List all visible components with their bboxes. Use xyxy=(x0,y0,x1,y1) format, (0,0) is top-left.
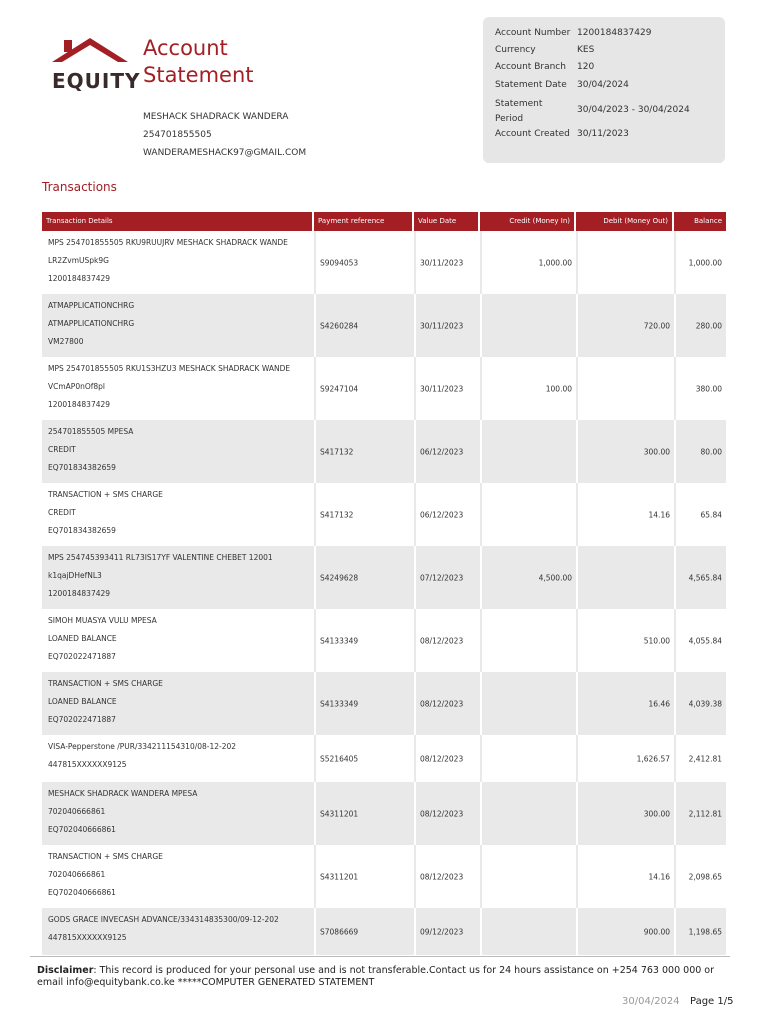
debit-cell xyxy=(576,845,674,908)
payment-reference-value: S9247104 xyxy=(320,384,359,393)
holder-name: MESHACK SHADRACK WANDERA xyxy=(143,112,289,122)
credit-cell xyxy=(480,908,576,955)
balance-value: 280.00 xyxy=(695,321,722,330)
debit-cell xyxy=(576,294,674,357)
transaction-details-cell xyxy=(42,546,314,609)
statement-period-label xyxy=(495,97,575,127)
statement-period-label-2: Period xyxy=(495,114,524,124)
value-date-value: 09/12/2023 xyxy=(420,927,464,936)
account-number-label: Account Number xyxy=(495,28,571,38)
transaction-detail-line: EQ702040666861 xyxy=(48,888,116,897)
debit-value: 16.46 xyxy=(648,699,670,708)
balance-cell xyxy=(674,735,726,782)
currency-label: Currency xyxy=(495,45,536,55)
house-roof-icon xyxy=(50,36,132,70)
payment-reference-cell xyxy=(314,420,414,483)
credit-cell xyxy=(480,735,576,782)
balance-cell xyxy=(674,420,726,483)
col-header-balance: Balance xyxy=(694,217,722,225)
col-header-ref: Payment reference xyxy=(314,212,414,231)
payment-reference-value: S4311201 xyxy=(320,872,359,881)
transaction-detail-line: k1qajDHefNL3 xyxy=(48,571,102,580)
col-header-details: Transaction Details xyxy=(42,212,314,231)
debit-cell xyxy=(576,672,674,735)
debit-value: 510.00 xyxy=(643,636,670,645)
payment-reference-value: S5216405 xyxy=(320,754,359,763)
debit-cell xyxy=(576,483,674,546)
balance-cell xyxy=(674,483,726,546)
table-row xyxy=(42,735,726,782)
debit-cell xyxy=(576,357,674,420)
equity-logo xyxy=(50,36,141,93)
transaction-detail-line: EQ701834382659 xyxy=(48,526,116,535)
debit-value: 300.00 xyxy=(643,447,670,456)
balance-value: 2,412.81 xyxy=(688,754,722,763)
credit-cell xyxy=(480,357,576,420)
payment-reference-cell xyxy=(314,735,414,782)
payment-reference-value: S417132 xyxy=(320,510,354,519)
table-row xyxy=(42,845,726,908)
debit-value: 300.00 xyxy=(643,809,670,818)
transaction-detail-line: 1200184837429 xyxy=(48,274,111,283)
col-header-credit: Credit (Money In) xyxy=(480,212,576,231)
balance-value: 4,055.84 xyxy=(688,636,722,645)
credit-cell xyxy=(480,845,576,908)
title-line-1: Account xyxy=(143,36,228,60)
balance-cell xyxy=(674,672,726,735)
transaction-details-cell xyxy=(42,294,314,357)
transaction-details-cell xyxy=(42,609,314,672)
balance-cell xyxy=(674,782,726,845)
value-date-value: 08/12/2023 xyxy=(420,636,464,645)
balance-cell xyxy=(674,357,726,420)
table-row xyxy=(42,231,726,294)
transaction-detail-line: LR2ZvmUSpk9G xyxy=(48,256,109,265)
transaction-details-cell xyxy=(42,735,314,782)
statement-title xyxy=(143,35,254,89)
debit-cell xyxy=(576,546,674,609)
transactions-heading: Transactions xyxy=(42,180,117,194)
value-date-value: 08/12/2023 xyxy=(420,872,464,881)
transaction-detail-line: VM27800 xyxy=(48,337,84,346)
balance-value: 2,098.65 xyxy=(688,872,722,881)
balance-cell xyxy=(674,609,726,672)
payment-reference-cell xyxy=(314,231,414,294)
transaction-detail-line: EQ702022471887 xyxy=(48,715,116,724)
balance-value: 2,112.81 xyxy=(688,809,722,818)
debit-value: 14.16 xyxy=(648,872,670,881)
credit-value: 100.00 xyxy=(545,384,572,393)
payment-reference-value: S7086669 xyxy=(320,927,359,936)
value-date-cell xyxy=(414,609,480,672)
account-created-value: 30/11/2023 xyxy=(577,129,629,139)
transaction-detail-line: 447815XXXXXX9125 xyxy=(48,933,127,942)
payment-reference-value: S4133349 xyxy=(320,699,359,708)
transaction-detail-line: LOANED BALANCE xyxy=(48,634,117,643)
payment-reference-value: S4133349 xyxy=(320,636,359,645)
payment-reference-value: S417132 xyxy=(320,447,354,456)
value-date-value: 08/12/2023 xyxy=(420,809,464,818)
table-row xyxy=(42,546,726,609)
debit-value: 720.00 xyxy=(643,321,670,330)
footer-page-number: Page 1/5 xyxy=(690,996,734,1007)
transaction-detail-line: LOANED BALANCE xyxy=(48,697,117,706)
payment-reference-value: S4260284 xyxy=(320,321,359,330)
payment-reference-cell xyxy=(314,546,414,609)
credit-cell xyxy=(480,231,576,294)
footer-date: 30/04/2024 xyxy=(622,996,680,1007)
account-created-label: Account Created xyxy=(495,129,570,139)
balance-value: 80.00 xyxy=(700,447,722,456)
credit-cell xyxy=(480,782,576,845)
debit-cell xyxy=(576,782,674,845)
value-date-cell xyxy=(414,546,480,609)
debit-value: 14.16 xyxy=(648,510,670,519)
payment-reference-cell xyxy=(314,294,414,357)
transaction-detail-line: 1200184837429 xyxy=(48,400,111,409)
transaction-detail-line: 702040666861 xyxy=(48,807,106,816)
transaction-detail-line: 447815XXXXXX9125 xyxy=(48,760,127,769)
payment-reference-cell xyxy=(314,908,414,955)
credit-cell xyxy=(480,609,576,672)
transaction-detail-line: TRANSACTION + SMS CHARGE xyxy=(48,852,163,861)
transaction-details-cell xyxy=(42,357,314,420)
balance-cell xyxy=(674,845,726,908)
table-row xyxy=(42,609,726,672)
value-date-cell xyxy=(414,420,480,483)
value-date-cell xyxy=(414,672,480,735)
credit-cell xyxy=(480,483,576,546)
branch-value: 120 xyxy=(577,62,595,72)
transaction-detail-line: 1200184837429 xyxy=(48,589,111,598)
value-date-value: 07/12/2023 xyxy=(420,573,464,582)
transaction-details-cell xyxy=(42,782,314,845)
balance-cell xyxy=(674,908,726,955)
holder-phone: 254701855505 xyxy=(143,130,212,140)
payment-reference-value: S9094053 xyxy=(320,258,359,267)
branch-label: Account Branch xyxy=(495,62,566,72)
account-info-panel xyxy=(483,17,725,163)
value-date-cell xyxy=(414,357,480,420)
credit-cell xyxy=(480,672,576,735)
holder-email: WANDERAMESHACK97@GMAIL.COM xyxy=(143,148,307,158)
transaction-detail-line: VCmAP0nOf8pl xyxy=(48,382,106,391)
debit-cell xyxy=(576,231,674,294)
transaction-detail-line: EQ702040666861 xyxy=(48,825,116,834)
statement-period-label-1: Statement xyxy=(495,99,543,109)
title-line-2: Statement xyxy=(143,63,254,87)
transaction-details-cell xyxy=(42,908,314,955)
table-row xyxy=(42,908,726,955)
value-date-value: 06/12/2023 xyxy=(420,447,464,456)
transaction-detail-line: GODS GRACE INVECASH ADVANCE/334314835300/09-12-202 xyxy=(48,915,279,924)
value-date-cell xyxy=(414,908,480,955)
transaction-detail-line: MPS 254701855505 RKU1S3HZU3 MESHACK SHADRACK WANDE xyxy=(48,364,291,373)
transaction-details-cell xyxy=(42,483,314,546)
payment-reference-cell xyxy=(314,782,414,845)
payment-reference-cell xyxy=(314,845,414,908)
value-date-value: 30/11/2023 xyxy=(420,321,464,330)
transaction-detail-line: TRANSACTION + SMS CHARGE xyxy=(48,679,163,688)
transaction-details-cell xyxy=(42,672,314,735)
transaction-details-cell xyxy=(42,231,314,294)
table-row xyxy=(42,483,726,546)
transactions-table xyxy=(42,212,726,955)
disclaimer xyxy=(37,965,737,989)
table-row xyxy=(42,294,726,357)
value-date-cell xyxy=(414,782,480,845)
balance-value: 1,000.00 xyxy=(688,258,722,267)
transaction-detail-line: 702040666861 xyxy=(48,870,106,879)
transaction-details-cell xyxy=(42,845,314,908)
value-date-cell xyxy=(414,231,480,294)
payment-reference-value: S4249628 xyxy=(320,573,359,582)
transaction-detail-line: EQ701834382659 xyxy=(48,463,116,472)
table-body xyxy=(42,231,726,955)
disclaimer-text: : This record is produced for your personal use and is not transferable.Contact us for 24 hours assistance on +254 763 000 000 or email info@equitybank.co.ke *****COMPUTER GENERATED STATEMENT xyxy=(37,965,715,988)
debit-cell xyxy=(576,735,674,782)
transaction-detail-line: CREDIT xyxy=(48,445,76,454)
debit-cell xyxy=(576,908,674,955)
account-holder xyxy=(143,108,306,162)
balance-value: 4,039.38 xyxy=(688,699,722,708)
balance-cell xyxy=(674,546,726,609)
balance-value: 1,198.65 xyxy=(688,927,722,936)
balance-cell xyxy=(674,231,726,294)
balance-value: 4,565.84 xyxy=(688,573,722,582)
logo-wordmark: EQUITY xyxy=(52,69,141,93)
debit-value: 900.00 xyxy=(643,927,670,936)
credit-cell xyxy=(480,546,576,609)
debit-cell xyxy=(576,609,674,672)
credit-cell xyxy=(480,294,576,357)
col-header-debit: Debit (Money Out) xyxy=(576,212,674,231)
balance-cell xyxy=(674,294,726,357)
transaction-detail-line: MPS 254745393411 RL73IS17YF VALENTINE CHEBET 12001 xyxy=(48,553,273,562)
table-header xyxy=(42,212,726,231)
balance-value: 65.84 xyxy=(700,510,722,519)
col-header-date: Value Date xyxy=(414,212,480,231)
credit-value: 4,500.00 xyxy=(538,573,572,582)
credit-cell xyxy=(480,420,576,483)
transaction-detail-line: MESHACK SHADRACK WANDERA MPESA xyxy=(48,789,198,798)
payment-reference-cell xyxy=(314,609,414,672)
transaction-detail-line: ATMAPPLICATIONCHRG xyxy=(48,319,135,328)
transaction-detail-line: MPS 254701855505 RKU9RUUJRV MESHACK SHADRACK WANDE xyxy=(48,238,288,247)
statement-period-value: 30/04/2023 - 30/04/2024 xyxy=(577,105,690,115)
value-date-value: 30/11/2023 xyxy=(420,384,464,393)
value-date-value: 06/12/2023 xyxy=(420,510,464,519)
value-date-value: 08/12/2023 xyxy=(420,754,464,763)
table-row xyxy=(42,357,726,420)
debit-value: 1,626.57 xyxy=(636,754,670,763)
transaction-detail-line: ATMAPPLICATIONCHRG xyxy=(48,301,135,310)
transaction-details-cell xyxy=(42,420,314,483)
table-row xyxy=(42,672,726,735)
value-date-cell xyxy=(414,845,480,908)
payment-reference-value: S4311201 xyxy=(320,809,359,818)
balance-value: 380.00 xyxy=(695,384,722,393)
value-date-value: 08/12/2023 xyxy=(420,699,464,708)
transaction-detail-line: CREDIT xyxy=(48,508,76,517)
table-row xyxy=(42,420,726,483)
payment-reference-cell xyxy=(314,483,414,546)
statement-date-value: 30/04/2024 xyxy=(577,80,629,90)
payment-reference-cell xyxy=(314,357,414,420)
currency-value: KES xyxy=(577,45,595,55)
transaction-detail-line: EQ702022471887 xyxy=(48,652,116,661)
value-date-cell xyxy=(414,294,480,357)
credit-value: 1,000.00 xyxy=(538,258,572,267)
transaction-detail-line: VISA-Pepperstone /PUR/334211154310/08-12-202 xyxy=(48,742,237,751)
debit-cell xyxy=(576,420,674,483)
value-date-value: 30/11/2023 xyxy=(420,258,464,267)
table-row xyxy=(42,782,726,845)
transaction-detail-line: SIMOH MUASYA VULU MPESA xyxy=(48,616,157,625)
payment-reference-cell xyxy=(314,672,414,735)
account-number-value: 1200184837429 xyxy=(577,28,652,38)
footer-divider xyxy=(30,956,730,957)
transaction-detail-line: 254701855505 MPESA xyxy=(48,427,134,436)
statement-date-label: Statement Date xyxy=(495,80,567,90)
value-date-cell xyxy=(414,735,480,782)
transaction-detail-line: TRANSACTION + SMS CHARGE xyxy=(48,490,163,499)
value-date-cell xyxy=(414,483,480,546)
disclaimer-label: Disclaimer xyxy=(37,965,94,976)
